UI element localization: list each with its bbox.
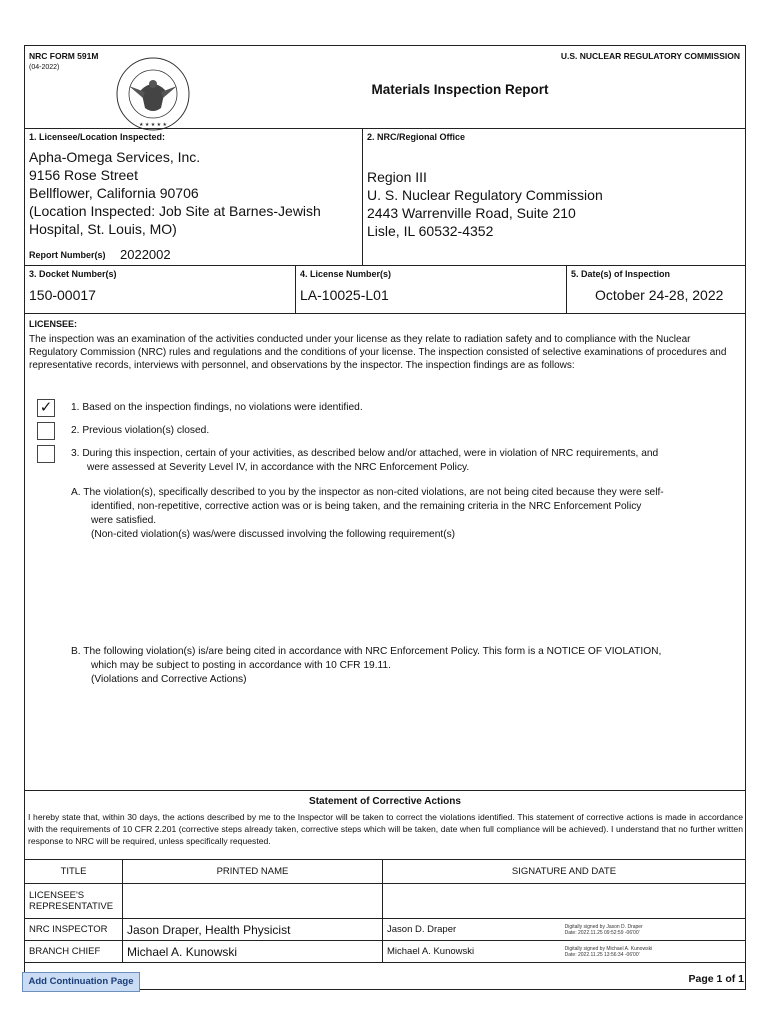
col-name-header: PRINTED NAME bbox=[123, 860, 383, 884]
divider bbox=[25, 128, 745, 129]
section-a-line2: identified, non-repetitive, corrective action was or is being taken, and the remaining criteria in the NRC Enforcement Policy bbox=[91, 501, 642, 512]
license-label: 4. License Number(s) bbox=[300, 269, 392, 279]
inspector-signature-cell[interactable] bbox=[383, 919, 746, 941]
report-number-field[interactable]: 2022002 bbox=[120, 247, 171, 262]
licensee-rep-name-field[interactable] bbox=[123, 884, 383, 919]
item-3-text-line2: were assessed at Severity Level IV, in accordance with the NRC Enforcement Policy. bbox=[87, 462, 470, 473]
office-label: 2. NRC/Regional Office bbox=[367, 132, 466, 142]
section-b-line1: B. The following violation(s) is/are being cited in accordance with NRC Enforcement Policy. This form is a NOTICE OF VIOLATION, bbox=[71, 646, 662, 657]
item-1-text: 1. Based on the inspection findings, no violations were identified. bbox=[71, 402, 363, 413]
branch-chief-name-field[interactable]: Michael A. Kunowski bbox=[123, 941, 383, 963]
statement-text: I hereby state that, within 30 days, the actions described by me to the Inspector will be taken to correct the violations identified. This statement of corrective actions is made in accordance with the requirements of 10 CFR 2.201 (corrective steps already taken, corrective steps which will be taken, date when full compliance will be achieved). I understand that no further written response to NRC will be required, unless specifically requested. bbox=[28, 812, 743, 846]
section-b-textarea[interactable] bbox=[85, 689, 735, 784]
page-number: Page 1 of 1 bbox=[688, 973, 744, 985]
office-field[interactable]: Region III U. S. Nuclear Regulatory Commission 2443 Warrenville Road, Suite 210 Lisle, IL 60532-4352 bbox=[367, 169, 603, 239]
divider bbox=[566, 265, 567, 313]
dates-label: 5. Date(s) of Inspection bbox=[571, 269, 671, 279]
row-title-branch-chief: BRANCH CHIEF bbox=[25, 941, 123, 963]
inspector-signature: Jason D. Draper bbox=[387, 924, 457, 936]
licensee-rep-signature-field[interactable] bbox=[383, 884, 746, 919]
branch-chief-signature-cell[interactable] bbox=[383, 941, 746, 963]
form-id: NRC FORM 591M bbox=[29, 51, 99, 61]
section-a-line1: A. The violation(s), specifically described to you by the inspector as non-cited violations, are not being cited because they were self- bbox=[71, 487, 664, 498]
add-continuation-page-button[interactable]: Add Continuation Page bbox=[22, 972, 140, 992]
section-a-line3: were satisfied. bbox=[91, 515, 157, 526]
checkbox-violations[interactable] bbox=[37, 445, 55, 463]
section-a-textarea[interactable] bbox=[85, 544, 735, 639]
row-title-licensee: LICENSEE'S REPRESENTATIVE bbox=[25, 884, 123, 919]
licensee-heading: LICENSEE: bbox=[29, 319, 78, 329]
divider bbox=[362, 128, 363, 265]
divider bbox=[25, 265, 745, 266]
inspector-digital-stamp: Digitally signed by Jason D. Draper Date: 2022.11.25 09:52:59 -06'00' bbox=[564, 923, 643, 936]
statement-title: Statement of Corrective Actions bbox=[309, 796, 461, 807]
branch-chief-digital-stamp: Digitally signed by Michael A. Kunowski Date: 2022.11.25 13:56:34 -06'00' bbox=[564, 945, 653, 958]
item-2-text: 2. Previous violation(s) closed. bbox=[71, 425, 210, 436]
section-b-line3: (Violations and Corrective Actions) bbox=[91, 674, 247, 685]
branch-chief-signature: Michael A. Kunowski bbox=[387, 946, 475, 958]
form-frame bbox=[24, 45, 746, 990]
checkbox-no-violations[interactable]: ✓ bbox=[37, 399, 55, 417]
checkbox-previous-closed[interactable] bbox=[37, 422, 55, 440]
report-number-label: Report Number(s) bbox=[29, 250, 106, 260]
intro-paragraph: The inspection was an examination of the activities conducted under your license as they relate to radiation safety and to compliance with the Nuclear Regulatory Commission (NRC) rules and regulations and the conditions of your license. The inspection consisted of selective examinations of procedures and representative records, interviews with personnel, and observations by the inspector. The inspection findings are as follows: bbox=[29, 334, 727, 371]
divider bbox=[25, 313, 745, 314]
col-signature-header: SIGNATURE AND DATE bbox=[383, 860, 746, 884]
licensee-label: 1. Licensee/Location Inspected: bbox=[29, 132, 166, 142]
signature-table bbox=[24, 859, 746, 963]
licensee-field[interactable]: Apha-Omega Services, Inc. 9156 Rose Street Bellflower, California 90706 (Location Inspected: Job Site at Barnes-Jewish Hospital, St. Louis, MO) bbox=[29, 149, 321, 237]
agency-name: U.S. NUCLEAR REGULATORY COMMISSION bbox=[560, 51, 740, 61]
divider bbox=[295, 265, 296, 313]
row-title-inspector: NRC INSPECTOR bbox=[25, 919, 123, 941]
form-date: (04-2022) bbox=[29, 64, 60, 71]
report-title: Materials Inspection Report bbox=[371, 82, 549, 97]
dates-field[interactable]: October 24-28, 2022 bbox=[595, 287, 724, 303]
docket-label: 3. Docket Number(s) bbox=[29, 269, 117, 279]
col-title-header: TITLE bbox=[25, 860, 123, 884]
divider bbox=[25, 790, 745, 791]
section-b-line2: which may be subject to posting in accordance with 10 CFR 19.11. bbox=[91, 660, 391, 671]
svg-text:★ ★ ★ ★ ★: ★ ★ ★ ★ ★ bbox=[139, 122, 167, 128]
section-a-line4: (Non-cited violation(s) was/were discussed involving the following requirement(s) bbox=[91, 529, 456, 540]
inspector-name-field[interactable]: Jason Draper, Health Physicist bbox=[123, 919, 383, 941]
docket-field[interactable]: 150-00017 bbox=[29, 287, 96, 303]
license-field[interactable]: LA-10025-L01 bbox=[300, 287, 389, 303]
item-3-text-line1: 3. During this inspection, certain of your activities, as described below and/or attached, were in violation of NRC requirements, and bbox=[71, 448, 659, 459]
